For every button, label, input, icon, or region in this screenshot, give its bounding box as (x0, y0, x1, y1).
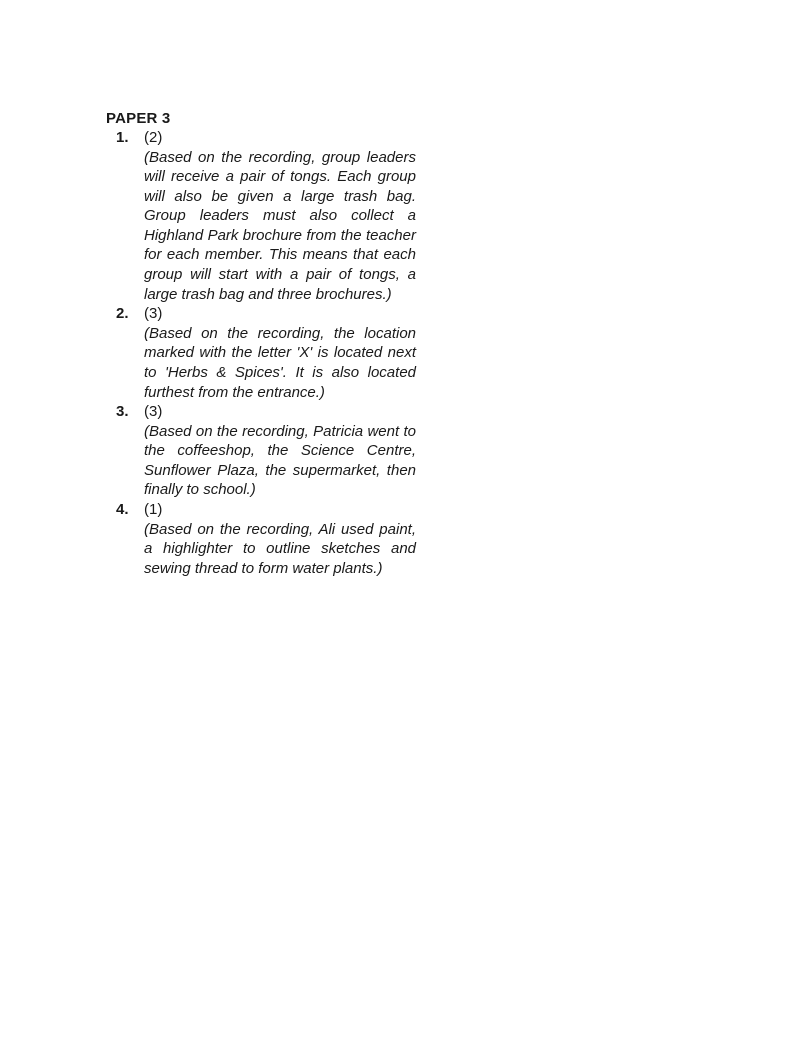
answer-item-2 (106, 304, 416, 402)
answer-item-1 (106, 128, 416, 304)
answer-explanation: (Based on the recording, Patricia went to the coffeeshop, the Science Centre, Sunflower Plaza, the supermarket, then finally to school.) (144, 422, 416, 499)
answer-choice: (3) (144, 305, 163, 323)
answer-choice: (1) (144, 501, 163, 518)
answer-choice: (3) (144, 403, 163, 421)
section-heading: PAPER 3 (106, 110, 171, 127)
answer-key (106, 109, 416, 578)
answer-item-3 (106, 402, 416, 500)
answer-choice: (2) (144, 129, 163, 146)
answer-item-4 (106, 500, 416, 578)
answer-number: 1. (116, 129, 129, 146)
answer-number: 3. (116, 403, 129, 421)
answer-number: 2. (116, 305, 129, 323)
answer-explanation: (Based on the recording, group leaders will receive a pair of tongs. Each group will also be given a large trash bag. Group leaders must also collect a Highland Park brochure from the teacher for each member. This means that each group will start with a pair of tongs, a large trash bag and three brochures.) (144, 148, 416, 303)
answer-explanation: (Based on the recording, the location marked with the letter 'X' is located next to 'Herbs & Spices'. It is also located furthest from the entrance.) (144, 324, 416, 401)
answer-explanation: (Based on the recording, Ali used paint, a highlighter to outline sketches and sewing thread to form water plants.) (144, 520, 416, 577)
answer-number: 4. (116, 501, 129, 518)
